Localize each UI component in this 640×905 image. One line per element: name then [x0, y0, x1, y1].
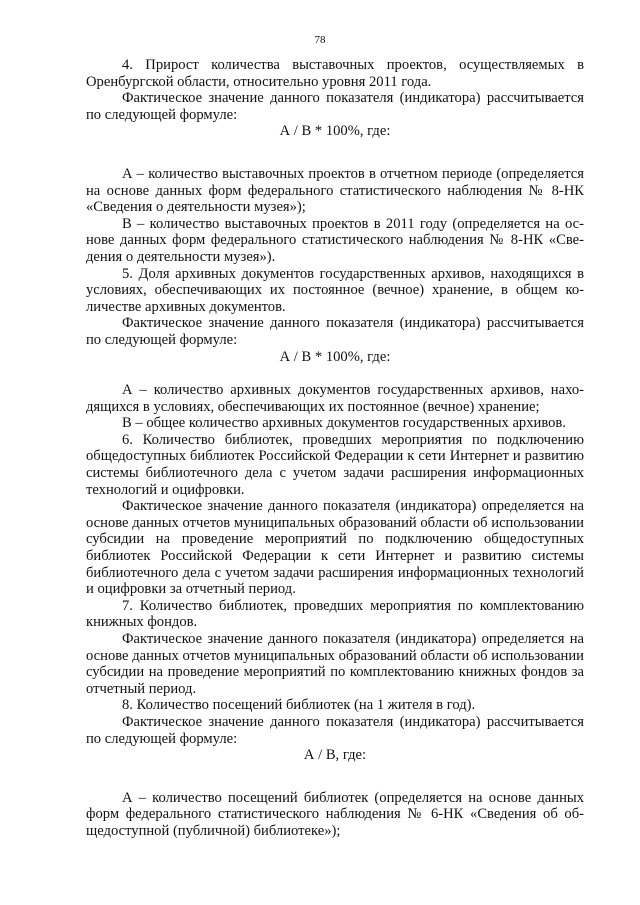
- formula: А / В * 100%, где:: [279, 348, 391, 365]
- indicator-7-method: Фактическое значение данного показателя (индикатора) определяется на основе данных отчетов муниципальных образований области об использовании субсидии на проведение мероприятий по комплектованию книжных фондов за отчетный период.: [86, 631, 584, 697]
- spacer: [86, 140, 584, 166]
- indicator-7-title: 7. Количество библиотек, проведших мероприятия по комплектованию книжных фондов.: [86, 597, 584, 631]
- formula: А / В * 100%, где:: [279, 123, 391, 140]
- indicator-6-title: 6. Количество библиотек, проведших мероприятия по подключению общедоступных библиотек Российской Федерации к сети Интернет и развитию системы библиотечного дела с учетом задачи расширения информационных технологий и оцифровки.: [86, 431, 584, 498]
- spacer: [86, 365, 584, 382]
- definition-b: В – количество выставочных проектов в 2011 году (определяется на основе данных форм федерального статистического наблюдения № 8-НК «Сведения о деятельности музея»).: [86, 215, 584, 265]
- indicator-6-method: Фактическое значение данного показателя (индикатора) определяется на основе данных отчетов муниципальных образований области об использовании субсидии на проведение мероприятий по подключению общедоступных библиотек Российской Федерации к сети Интернет и развитию системы библиотечного дела с учетом задачи расширения информационных технологий и оцифровки за отчетный период.: [86, 498, 584, 598]
- definition-a: А – количество архивных документов государственных архивов, находящихся в условиях, обеспечивающих их постоянное (вечное) хранение;: [86, 382, 584, 415]
- definition-b: В – общее количество архивных документов государственных архивов.: [122, 415, 566, 432]
- indicator-4-title: 4. Прирост количества выставочных проектов, осуществляемых в Оренбургской области, относительно уровня 2011 года.: [86, 57, 584, 90]
- document-body: [86, 57, 584, 840]
- formula: А / В, где:: [303, 747, 367, 764]
- definition-a: А – количество посещений библиотек (определяется на основе данных форм федерального статистического наблюдения № 6-НК «Сведения об общедоступной (публичной) библиотеке»);: [86, 789, 584, 839]
- formula-intro: Фактическое значение данного показателя (индикатора) рассчитывается по следующей формуле:: [86, 315, 584, 348]
- formula-intro: Фактическое значение данного показателя (индикатора) рассчитывается по следующей формуле:: [86, 713, 584, 747]
- indicator-5-title: 5. Доля архивных документов государственных архивов, находящихся в условиях, обеспечивающих их постоянное (вечное) хранение, в общем количестве архивных документов.: [86, 265, 584, 315]
- indicator-8-title: 8. Количество посещений библиотек (на 1 жителя в год).: [122, 697, 476, 714]
- definition-a: А – количество выставочных проектов в отчетном периоде (определяется на основе данных форм федерального статистического наблюдения № 8-НК «Сведения о деятельности музея»);: [86, 165, 584, 216]
- page-number: 78: [314, 34, 326, 46]
- spacer: [86, 764, 584, 790]
- formula-intro: Фактическое значение данного показателя (индикатора) рассчитывается по следующей формуле:: [86, 90, 584, 123]
